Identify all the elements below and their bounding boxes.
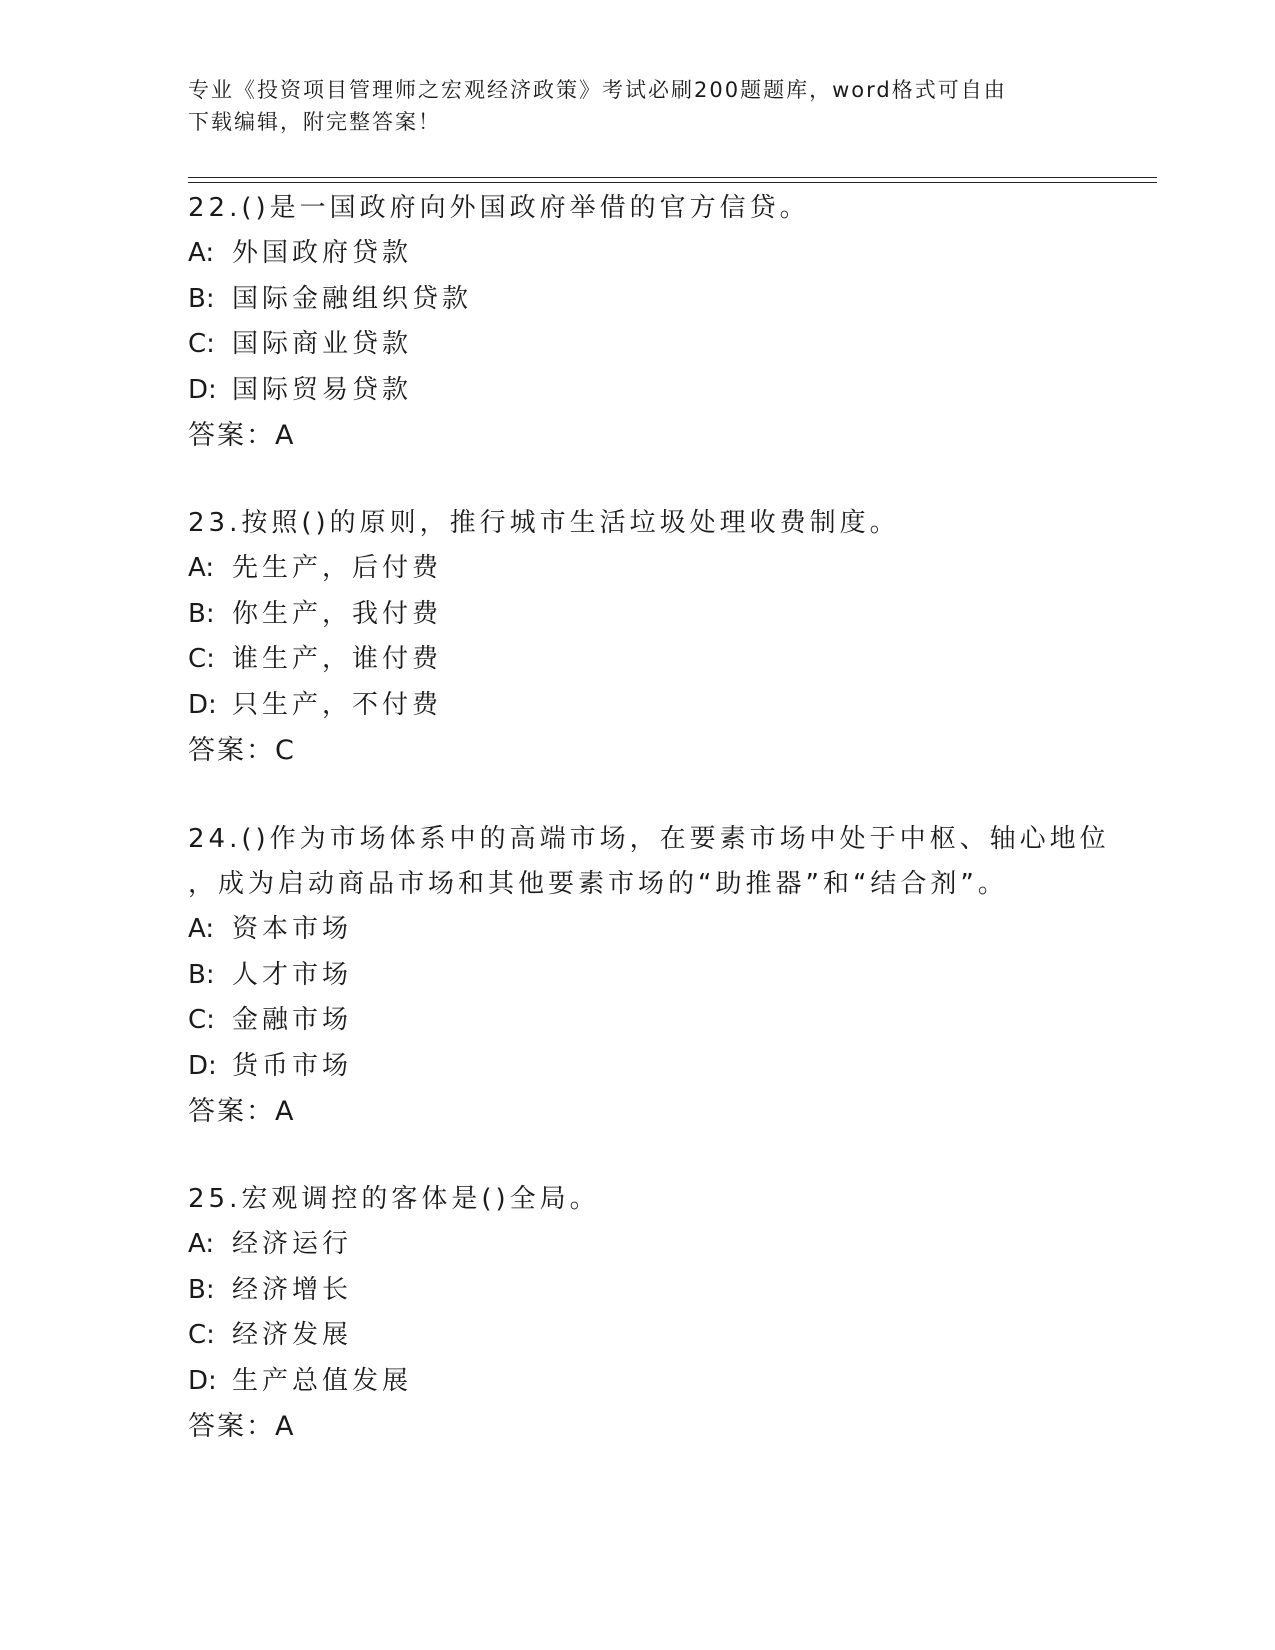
answer: 答案：A xyxy=(188,420,296,451)
option-c: C: 国际商业贷款 xyxy=(188,329,413,359)
header-divider-top xyxy=(188,177,1157,178)
question-stem: 22.()是一国政府向外国政府举借的官方信贷。 xyxy=(188,193,810,223)
header-line-2: 下载编辑，附完整答案！ xyxy=(188,110,441,134)
option-c: C: 金融市场 xyxy=(188,1005,353,1035)
option-b: B: 人才市场 xyxy=(188,959,353,990)
question-stem: 23.按照()的原则，推行城市生活垃圾处理收费制度。 xyxy=(188,508,900,538)
question-stem-line-1: 24.()作为市场体系中的高端市场，在要素市场中处于中枢、轴心地位 xyxy=(188,824,1110,854)
option-d: D: 国际贸易贷款 xyxy=(188,374,413,405)
option-a: A: 资本市场 xyxy=(188,914,353,944)
header-divider-bottom xyxy=(188,182,1157,183)
option-d: D: 生产总值发展 xyxy=(188,1365,413,1396)
question-23 xyxy=(188,501,1088,774)
question-stem-line-2: ，成为启动商品市场和其他要素市场的“助推器”和“结合剂”。 xyxy=(188,869,1008,899)
answer: 答案：C xyxy=(188,735,296,766)
option-d: D: 只生产，不付费 xyxy=(188,689,443,720)
option-c: C: 谁生产，谁付费 xyxy=(188,644,443,674)
question-24 xyxy=(188,817,1110,1135)
document-header xyxy=(188,74,1088,138)
option-b: B: 你生产，我付费 xyxy=(188,598,443,629)
option-d: D: 货币市场 xyxy=(188,1050,353,1081)
option-b: B: 国际金融组织贷款 xyxy=(188,283,473,314)
option-a: A: 经济运行 xyxy=(188,1229,353,1259)
option-a: A: 外国政府贷款 xyxy=(188,238,413,268)
option-b: B: 经济增长 xyxy=(188,1274,353,1305)
option-c: C: 经济发展 xyxy=(188,1320,353,1350)
question-22 xyxy=(188,186,1088,459)
option-a: A: 先生产，后付费 xyxy=(188,553,443,583)
header-line-1: 专业《投资项目管理师之宏观经济政策》考试必刷200题题库，word格式可自由 xyxy=(188,78,1007,102)
question-stem: 25.宏观调控的客体是()全局。 xyxy=(188,1184,600,1214)
answer: 答案：A xyxy=(188,1411,296,1442)
answer: 答案：A xyxy=(188,1096,296,1127)
question-25 xyxy=(188,1177,1088,1450)
